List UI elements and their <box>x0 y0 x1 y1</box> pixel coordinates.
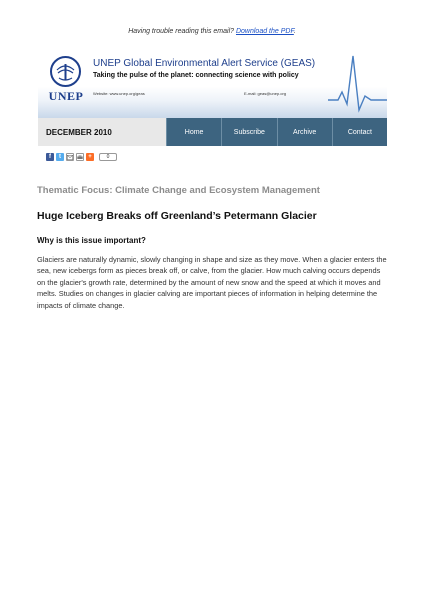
share-count: 0 <box>99 153 117 161</box>
nav-subscribe[interactable]: Subscribe <box>221 118 276 146</box>
add-icon[interactable]: + <box>86 153 94 161</box>
article-body: Glaciers are naturally dynamic, slowly changing in shape and size as they move. When a glacier enters the sea, new icebergs form as pieces break off, or calve, from the glacier. How much calving occurs depends on the glacier's growth rate, determined by the amount of new snow and the speed at which it moves and melts. Studies on changes in glacier calving are important pieces of information in helping determine the impacts of climate change. <box>37 255 387 310</box>
twitter-icon[interactable]: t <box>56 153 64 161</box>
section-subhead: Why is this issue important? <box>37 236 146 245</box>
banner-title: UNEP Global Environmental Alert Service (GEAS) <box>93 58 316 69</box>
nav-archive[interactable]: Archive <box>277 118 332 146</box>
nav-home[interactable]: Home <box>166 118 221 146</box>
email-icon[interactable] <box>66 153 74 161</box>
nav-bar <box>38 118 387 146</box>
trouble-reading-text: Having trouble reading this email? <box>128 28 235 35</box>
article-headline: Huge Iceberg Breaks off Greenland’s Petermann Glacier <box>37 210 317 222</box>
unep-logo-text: UNEP <box>48 89 84 103</box>
geas-banner <box>38 48 387 118</box>
banner-email: E-mail: geas@unep.org <box>244 91 287 96</box>
download-pdf-link[interactable]: Download the PDF <box>235 28 294 35</box>
trouble-reading-note: Having trouble reading this email? Download the PDF. <box>128 28 296 35</box>
issue-date: DECEMBER 2010 <box>38 118 166 146</box>
facebook-icon[interactable]: f <box>46 153 54 161</box>
share-toolbar <box>46 153 117 161</box>
print-icon[interactable] <box>76 153 84 161</box>
thematic-focus: Thematic Focus: Climate Change and Ecosystem Management <box>37 185 320 196</box>
banner-website: Website: www.unep.org/geas <box>93 91 145 96</box>
banner-subtitle: Taking the pulse of the planet: connecting science with policy <box>93 72 299 79</box>
pulse-line-icon <box>38 48 387 118</box>
nav-contact[interactable]: Contact <box>332 118 387 146</box>
